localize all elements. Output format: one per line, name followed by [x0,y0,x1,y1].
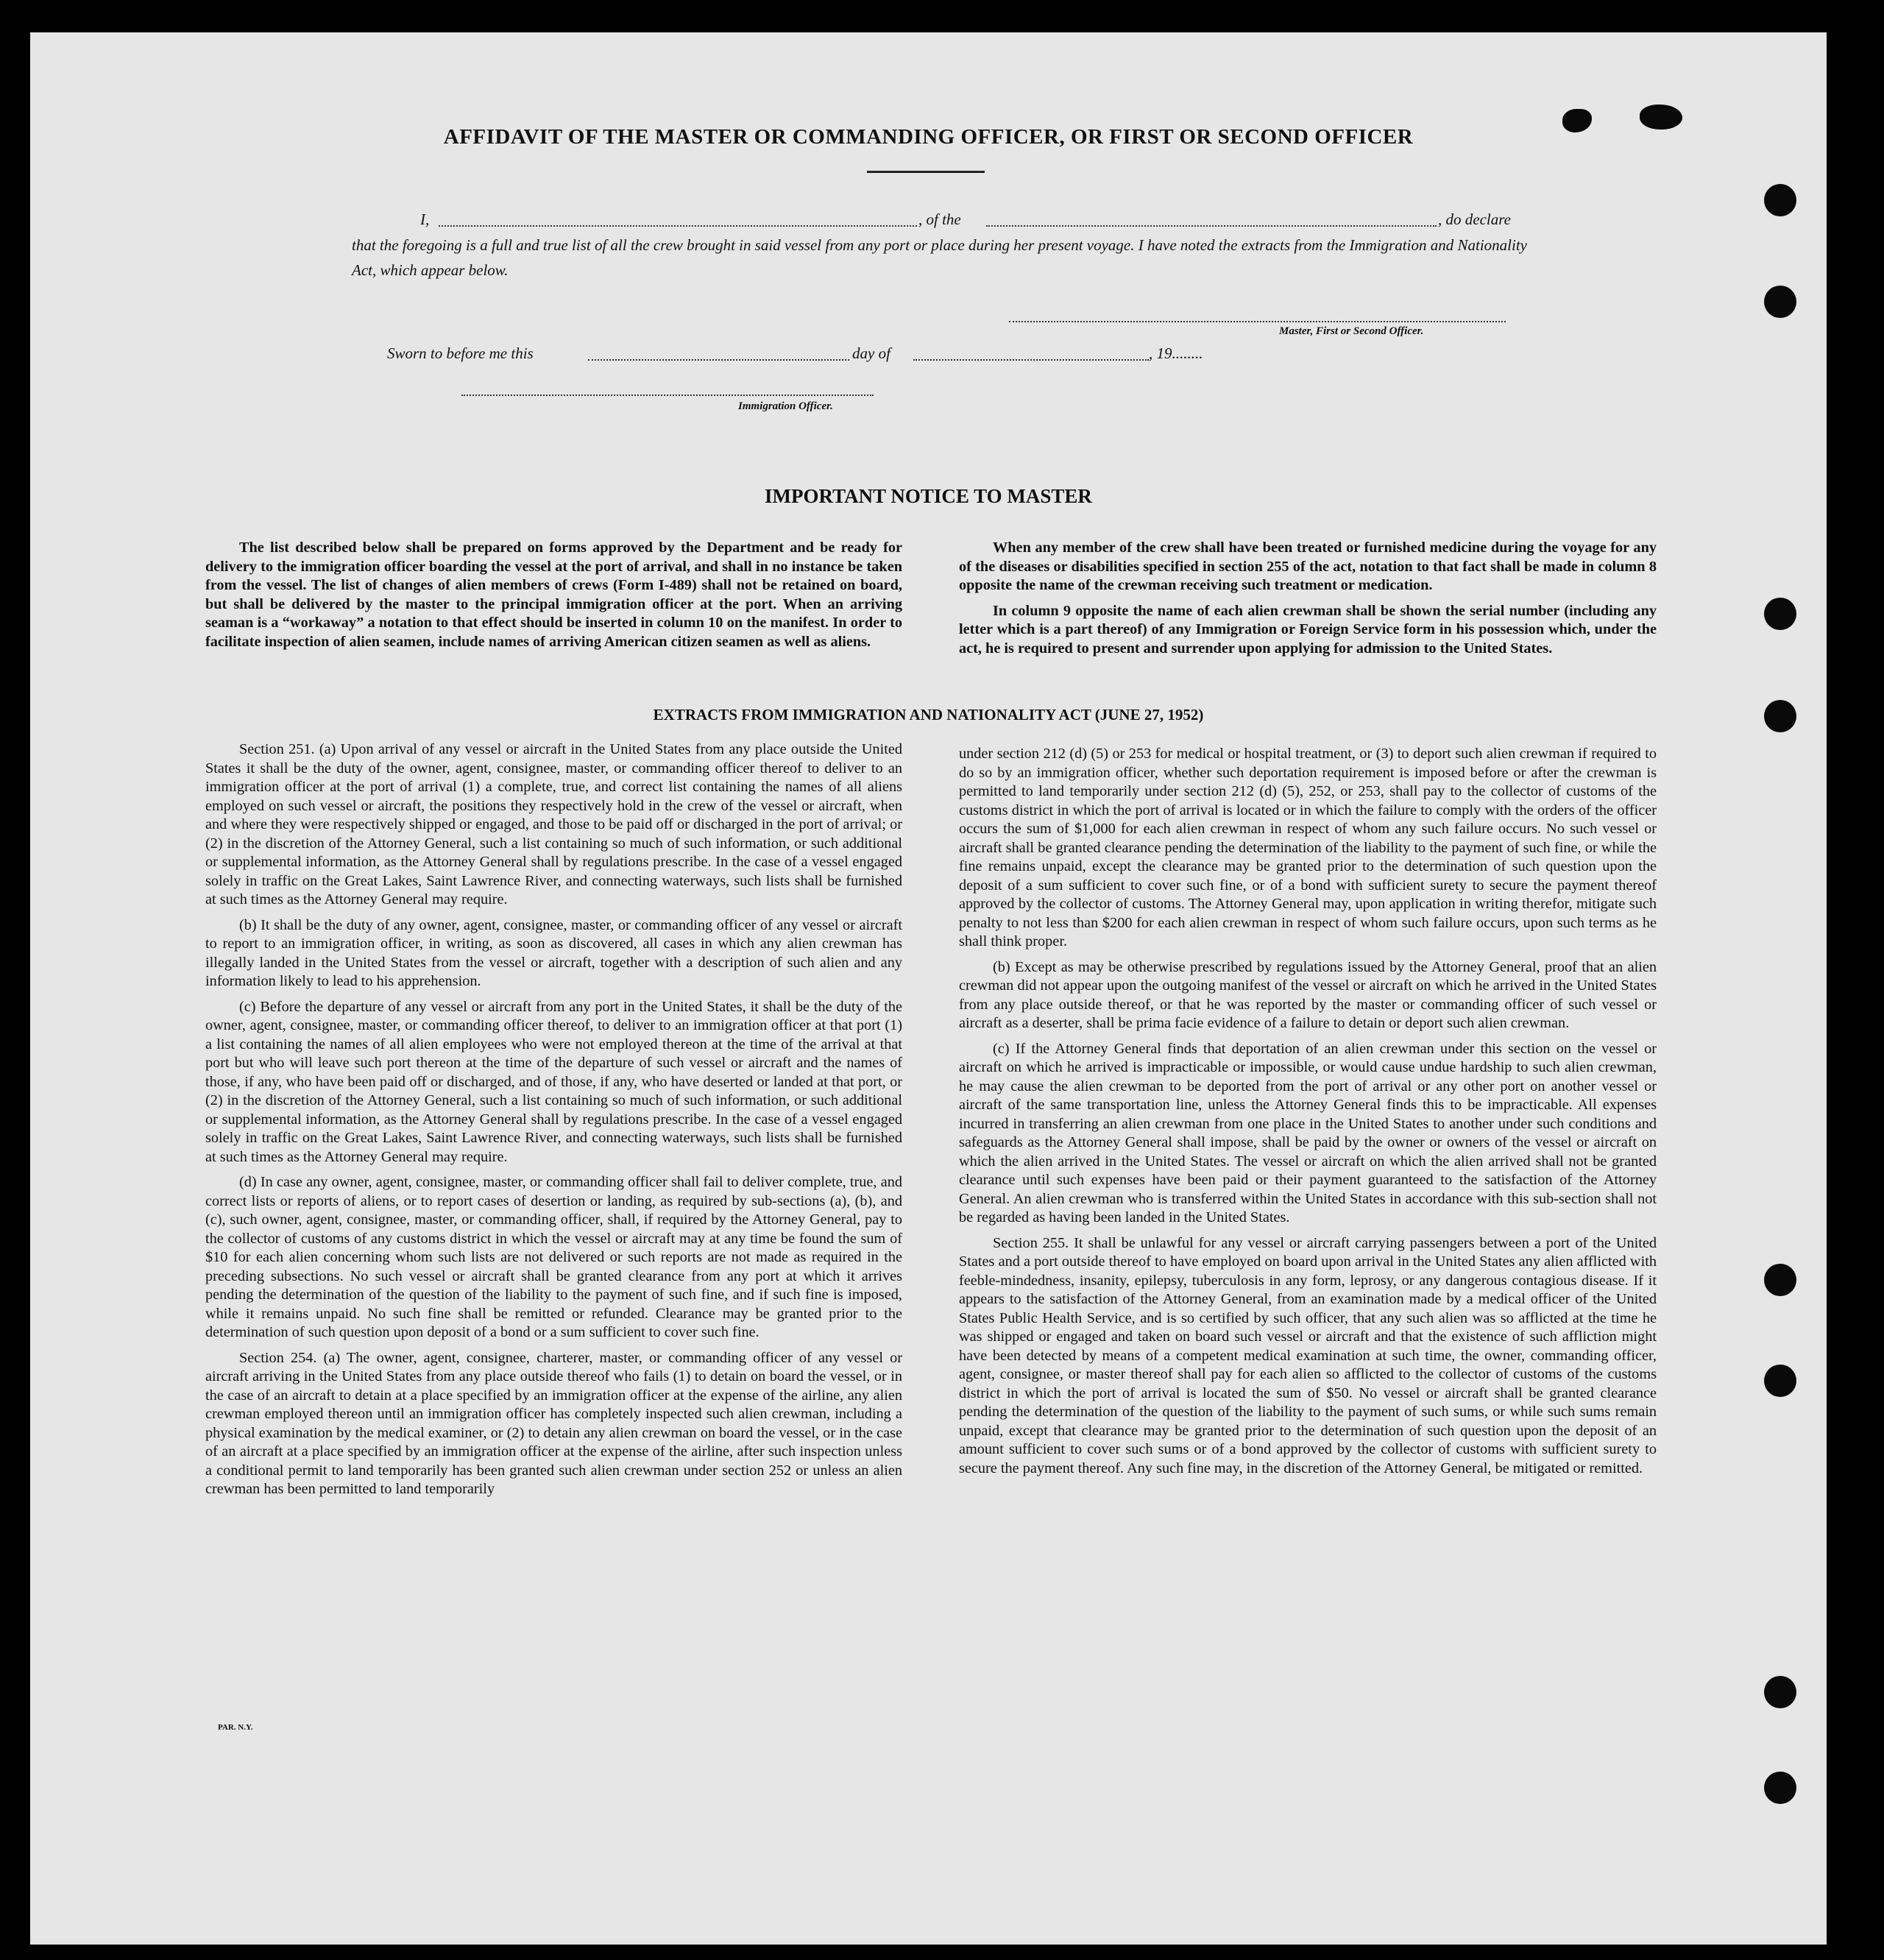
declarant-line [352,203,1529,233]
binder-hole [1764,1264,1796,1296]
act-paragraph: Section 255. It shall be unlawful for any vessel or aircraft carrying passengers between a port of the United States and a port outside thereof to have employed on board upon arrival in the United States any alien afflicted with feeble-mindedness, insanity, epilepsy, tuberculosis in any form, leprosy, or any dangerous contagious disease. If it appears to the satisfaction of the Attorney General, from an examination made by a medical officer of the United States Public Health Service, and is so certified by such officer, that any such alien was so afflicted at the time he was shipped or engaged and taken on board such vessel or aircraft and that the existence of such affliction might have been detected by means of a competent medical examination at such time, the owner, commanding officer, agent, consignee, or master thereof shall pay for each alien so afflicted to the collector of customs of the customs district in which the port of arrival is located the sum of $50. No vessel or aircraft shall be granted clearance pending the determination of the question of the liability to the payment of such sums, or while such sums remain unpaid, except that clearance may be granted prior to the determination of such question upon the deposit of an amount sufficient to cover such sums or of a bond approved by the collector of customs with sufficient surety to secure the payment thereof. Any such fine may, in the discretion of the Attorney General, be mitigated or remitted. [959,1234,1657,1476]
notice-right-column [959,539,1657,658]
extracts-right-column [959,745,1657,1478]
form-page [30,32,1827,1945]
officer-caption: Immigration Officer. [738,400,833,412]
extracts-left-column [205,740,902,1499]
notice-left-column [205,539,902,651]
printer-mark: PAR. N.Y. [218,1723,253,1732]
sworn-line [387,337,1344,367]
act-paragraph: (c) Before the departure of any vessel or aircraft from any port in the United States, it shall be the duty of the owner, agent, consignee, master, or commanding officer thereof, to deliver to an immigration officer at that port (1) a list containing the names of all alien employees who were not employed thereon at the time of the arrival at that port but who will leave such port thereon at the time of the departure of such vessel or aircraft and the names of those, if any, who have been paid off or discharged, and of those, if any, who have deserted or landed at that port, or (2) in the discretion of the Attorney General, such a list containing so much of such information, or such additional or supplemental information, as the Attorney General shall by regulations prescribe. In the case of a vessel engaged solely in traffic on the Great Lakes, Saint Lawrence River, and connecting waterways, such lists shall be furnished at such times as the Attorney General may require. [205,998,902,1165]
do-declare-label: , do declare [1438,210,1511,228]
sworn-day-field[interactable] [588,359,849,361]
year-label: , 19........ [1149,344,1203,362]
sworn-label: Sworn to before me this [387,344,534,362]
day-of-label: day of [852,344,890,362]
of-the-label: , of the [918,210,961,228]
act-paragraph: (c) If the Attorney General finds that deportation of an alien crewman under this section on the vessel or aircraft on which he arrived is impracticable or impossible, or would cause undue hardship to such alien crewman, he may cause the alien crewman to be deported from the port of arrival or any other port on another vessel or aircraft of the same transportation line, unless the Attorney General finds this to be impracticable. All expenses incurred in transferring an alien crewman from one place in the United States to another under such conditions and safeguards as the Attorney General shall impose, shall be paid by the owner or owners of the vessel or aircraft on which the alien arrived in the United States. The vessel or aircraft on which the alien arrived shall not be granted clearance until such expenses have been paid or their payment guaranteed to the satisfaction of the Attorney General. An alien crewman who is transferred within the United States in accordance with this sub-section shall not be regarded as having been landed in the United States. [959,1040,1657,1225]
notice-paragraph: The list described below shall be prepared on forms approved by the Department and be ready for delivery to the immigration officer boarding the vessel at the port of arrival, and shall in no instance be taken from the vessel. The list of changes of alien members of crews (Form I-489) shall not be retained on board, but shall be delivered by the master to the principal immigration officer at the port. When an arriving seaman is a “workaway” a notation to that effect should be inserted in column 10 on the manifest. In order to facilitate inspection of alien seamen, include names of arriving American citizen seamen as well as aliens. [205,539,902,650]
notice-title: IMPORTANT NOTICE TO MASTER [765,485,1092,507]
sworn-month-field[interactable] [913,359,1149,361]
binder-hole [1764,1772,1796,1804]
act-paragraph: (d) In case any owner, agent, consignee, master, or commanding officer shall fail to deliver complete, true, and correct lists or reports of aliens, or to report cases of desertion or landing, as required by sub-sections (a), (b), and (c), such owner, agent, consignee, master, or commanding officer, shall, if required by the Attorney General, pay to the collector of customs of any customs district in which the vessel or aircraft may at any time be found the sum of $10 for each alien concerning whom such lists are not delivered or such reports are not made as required in the preceding subsections. No such vessel or aircraft shall be granted clearance from any port at which it arrives pending the determination of the question of the liability to the payment of such fine, and if such fine is imposed, while it remains unpaid. No such fine shall be remitted or refunded. Clearance may be granted prior to the determination of such question upon deposit of a bond or a sum sufficient to cover such fine. [205,1174,902,1340]
officer-signature-field[interactable] [461,395,874,396]
binder-hole [1764,598,1796,630]
binder-hole [1764,1676,1796,1708]
form-title: AFFIDAVIT OF THE MASTER OR COMMANDING OFFICER, OR FIRST OR SECOND OFFICER [443,125,1414,149]
binder-hole [1764,1365,1796,1397]
i-label: I, [420,210,430,228]
affidavit-text: that the foregoing is a full and true list of all the crew brought in said vessel from any port or place during her present voyage. I have noted the extracts from the Immigration and Nationality Act, which appear below. [352,236,1527,279]
act-paragraph: Section 251. (a) Upon arrival of any vessel or aircraft in the United States from any place outside the United States it shall be the duty of the owner, agent, consignee, master, or commanding officer thereof to deliver to an immigration officer at the port of arrival (1) a complete, true, and correct list containing the names of all aliens employed on such vessel or aircraft, the positions they respectively hold in the crew of the vessel or aircraft, when and where they were respectively shipped or engaged, and those to be paid off or discharged in the port of arrival; or (2) in the discretion of the Attorney General, such a list containing so much of such information, or such additional or supplemental information, as the Attorney General shall by regulations prescribe. In the case of a vessel engaged solely in traffic on the Great Lakes, Saint Lawrence River, and connecting waterways, such lists shall be furnished at such times as the Attorney General may require. [205,741,902,908]
vessel-name-field[interactable] [986,225,1437,227]
act-paragraph: (b) It shall be the duty of any owner, agent, consignee, master, or commanding officer of any vessel or aircraft to report to an immigration officer, in writing, as soon as discovered, all cases in which any alien crewman has illegally landed in the United States from the vessel or aircraft, together with a description of such alien and any information likely to lead to his apprehension. [205,916,902,989]
master-signature-field[interactable] [1009,321,1506,322]
notice-paragraph: In column 9 opposite the name of each alien crewman shall be shown the serial number (including any letter which is a part thereof) of any Immigration or Foreign Service form in his possession which, under the act, he is required to present and surrender upon applying for admission to the United States. [959,602,1657,657]
act-paragraph: (b) Except as may be otherwise prescribed by regulations issued by the Attorney General, proof that an alien crewman did not appear upon the outgoing manifest of the vessel or aircraft on which he arrived in the United States from any place outside thereof, or that he was reported by the master or commanding officer of such vessel or aircraft as a deserter, shall be prima facie evidence of a failure to detain or deport such alien crewman. [959,958,1657,1031]
binder-hole [1764,286,1796,318]
act-paragraph: Section 254. (a) The owner, agent, consignee, charterer, master, or commanding officer of any vessel or aircraft arriving in the United States from any place outside thereof who fails (1) to detain on board the vessel, or in the case of an aircraft to detain at a place specified by an immigration officer at the expense of the airline, any alien crewman employed thereon until an immigration officer has completely inspected such alien crewman, including a physical examination by the medical examiner, or (2) to detain any alien crewman on board the vessel, or in the case of an aircraft at a place specified by an immigration officer at the expense of the airline, after such inspection unless a conditional permit to land temporarily has been granted such alien crewman under section 252 or unless an alien crewman has been permitted to land temporarily [205,1349,902,1497]
notice-paragraph: When any member of the crew shall have been treated or furnished medicine during the voyage for any of the diseases or disabilities specified in section 255 of the act, notation to that fact shall be made in column 8 opposite the name of the crewman receiving such treatment or medication. [959,539,1657,593]
title-rule [867,171,985,173]
extracts-title: EXTRACTS FROM IMMIGRATION AND NATIONALITY ACT (JUNE 27, 1952) [653,706,1204,723]
act-paragraph: under section 212 (d) (5) or 253 for medical or hospital treatment, or (3) to deport such alien crewman if required to do so by an immigration officer, whether such deportation requirement is imposed before or after the crewman is permitted to land temporarily under section 212 (d) (5), 252, or 253, shall pay to the collector of customs of the customs district in which the port of arrival is located or in which the failure to comply with the orders of the officer occurs the sum of $1,000 for each alien crewman in respect of whom any such failure occurs. No such vessel or aircraft shall be granted clearance pending the determination of the liability to the payment of such fine, or while the fine remains unpaid, except the clearance may be granted prior to the determination of such question upon the deposit of a sum sufficient to cover such fine, or of a bond with sufficient surety to secure the payment thereof approved by the collector of customs. The Attorney General may, upon application in writing therefor, mitigate such penalty to not less than $200 for each alien crewman in respect of whom such failure occurs, upon such terms as he shall think proper. [959,746,1657,949]
master-caption: Master, First or Second Officer. [1279,325,1424,337]
declarant-name-field[interactable] [439,225,917,227]
binder-hole [1764,184,1796,216]
